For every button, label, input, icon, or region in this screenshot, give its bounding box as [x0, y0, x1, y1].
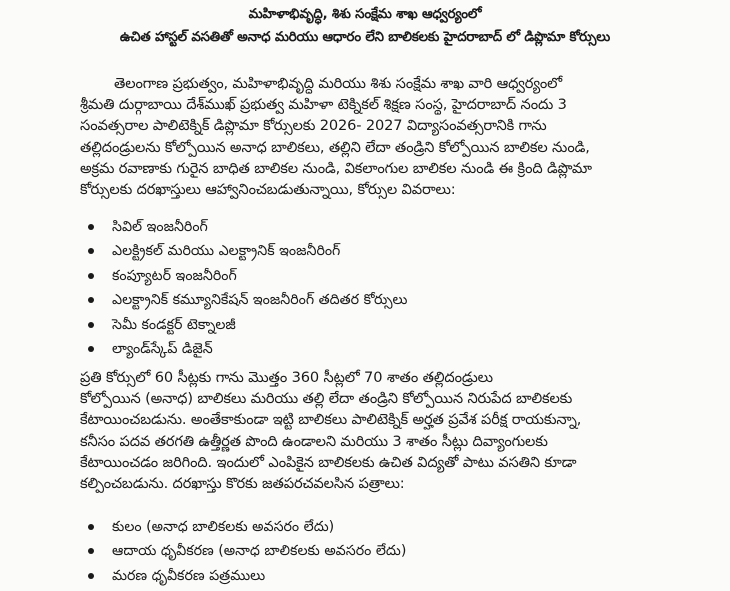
course-name: ల్యాండ్‌స్కేప్ డిజైన్ [112, 340, 213, 357]
bullet-icon [88, 248, 94, 254]
intro-line: తల్లిదండ్రులను కోల్పోయిన అనాధ బాలికలు, తల్లిని లేదా తండ్రిని కోల్పోయిన బాలికల నుండి, [80, 138, 590, 156]
course-name: ఎలక్ట్రానిక్ కమ్యూనికేషన్ ఇంజనీరింగ్ తదితర కోర్సులు [112, 292, 408, 309]
course-name: ఎలక్ట్రికల్ మరియు ఎలక్ట్రానిక్ ఇంజనీరింగ్ [112, 243, 341, 260]
intro-line: అక్రమ రవాణాకు గురైన బాధిత బాలికల నుండి, వికలాంగుల బాలికల నుండి ఈ క్రింది డిప్లొమా [80, 159, 592, 177]
header-line-1: మహిళాభివృద్ధి, శిశు సంక్షేమ శాఖ ఆధ్వర్యంలో [248, 6, 482, 22]
list-item [86, 564, 406, 588]
list-item [86, 515, 406, 539]
details-line: కోల్పోయిన (అనాధ) బాలికలు మరియు తల్లి లేదా తండ్రిని కోల్పోయిన నిరుపేద బాలికలకు [80, 390, 573, 408]
details-paragraph [80, 367, 666, 494]
details-line: కల్పించబడును. దరఖాస్తు కొరకు జతపరచవలసిన పత్రాలు: [80, 474, 405, 492]
list-item [86, 337, 407, 361]
bullet-icon [88, 346, 94, 352]
list-item [86, 539, 406, 563]
list-item [86, 215, 407, 239]
header-line-2: ఉచిత హాస్టల్ వసతితో అనాధ మరియు ఆధారం లేని బాలికలకు హైదరాబాద్ లో డిప్లొమా కోర్సులు [119, 29, 611, 45]
course-name: సివిల్ ఇంజనీరింగ్ [112, 219, 208, 235]
details-line: కేటాయించడం జరిగింది. ఇందులో ఎంపికైన బాలికలకు ఉచిత విద్యతో పాటు వసతిని కూడా [80, 453, 577, 471]
list-item [86, 288, 407, 312]
course-list [86, 215, 407, 361]
document-name: ఆదాయ ధృవీకరణ (అనాధ బాలికలకు అవసరం లేదు) [112, 543, 407, 560]
course-name: సెమీ కండక్టర్ టెక్నాలజీ [112, 316, 236, 333]
document-name: కులం (అనాధ బాలికలకు అవసరం లేదు) [112, 519, 335, 535]
list-item [86, 239, 407, 263]
bullet-icon [88, 273, 94, 279]
list-item [86, 313, 407, 337]
bullet-icon [88, 524, 94, 530]
intro-line: శ్రీమతి దుర్గాబాయి దేశ్‌ముఖ్ ప్రభుత్వ మహిళా టెక్నికల్ శిక్షణ సంస్థ, హైదరాబాద్ నందు 3 [80, 96, 567, 114]
intro-line: సంవత్సరాల పాలిటెక్నిక్ డిప్లొమా కోర్సులకు 2026- 2027 విద్యాసంవత్సరానికి గాను [80, 117, 547, 135]
bullet-icon [88, 548, 94, 554]
details-line: కనీసం పదవ తరగతి ఉత్తీర్ణత పొంది ఉండాలని మరియు 3 శాతం సీట్లు దివ్యాంగులకు [80, 432, 548, 450]
details-line: కేటాయించబడును. అంతేకాకుండా ఇట్టి బాలికలు పాలిటెక్నిక్ అర్హత ప్రవేశ పరీక్ష రాయకున్నా, [80, 411, 582, 429]
bullet-icon [88, 297, 94, 303]
details-line: ప్రతి కోర్సులో 60 సీట్లకు గాను మొత్తం 360 సీట్లలో 70 శాతం తల్లిదండ్రులు [80, 369, 493, 386]
course-name: కంప్యూటర్ ఇంజనీరింగ్ [112, 267, 237, 284]
bullet-icon [88, 573, 94, 579]
bullet-icon [88, 224, 94, 230]
document-list [86, 515, 406, 588]
document-name: మరణ ధృవీకరణ పత్రములు [112, 567, 266, 584]
intro-paragraph [80, 73, 666, 200]
bullet-icon [88, 322, 94, 328]
intro-line: కోర్సులకు దరఖాస్తులు ఆహ్వానించబడుతున్నాయి, కోర్సుల వివరాలు: [80, 180, 456, 198]
intro-line: తెలంగాణ ప్రభుత్వం, మహిళాభివృద్ధి మరియు శిశు సంక్షేమ శాఖ వారి ఆధ్వర్యంలో [114, 75, 562, 92]
list-item [86, 264, 407, 288]
